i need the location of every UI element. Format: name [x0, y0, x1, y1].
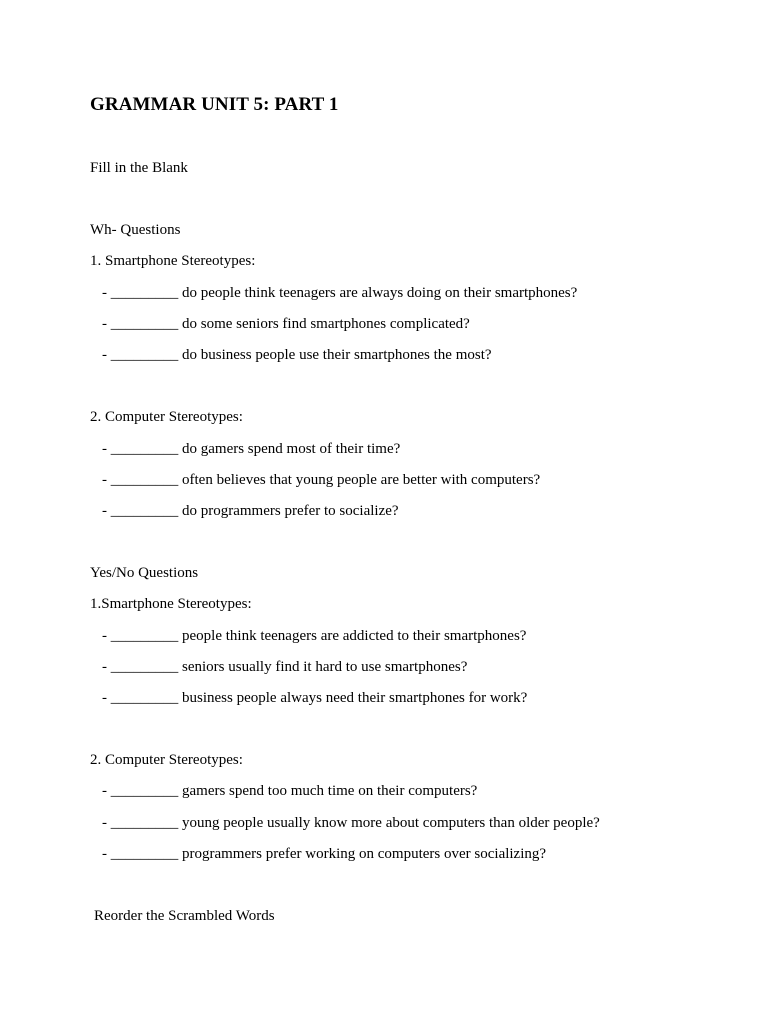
yesno-computer-item-2: - _________ young people usually know more about computers than older people? [102, 815, 600, 831]
wh-smartphone-heading: 1. Smartphone Stereotypes: [90, 253, 256, 269]
section-reorder-scrambled: Reorder the Scrambled Words [94, 908, 275, 924]
wh-questions-heading: Wh- Questions [90, 222, 181, 238]
wh-smartphone-item-2: - _________ do some seniors find smartphones complicated? [102, 316, 470, 332]
wh-smartphone-item-3: - _________ do business people use their smartphones the most? [102, 347, 492, 363]
wh-computer-item-2: - _________ often believes that young people are better with computers? [102, 472, 541, 488]
yesno-computer-item-1: - _________ gamers spend too much time on their computers? [102, 783, 478, 799]
yesno-smartphone-item-3: - _________ business people always need their smartphones for work? [102, 690, 528, 706]
wh-computer-item-3: - _________ do programmers prefer to socialize? [102, 503, 399, 519]
yesno-computer-item-3: - _________ programmers prefer working on computers over socializing? [102, 846, 547, 862]
page-title: GRAMMAR UNIT 5: PART 1 [90, 94, 339, 115]
yesno-questions-heading: Yes/No Questions [90, 565, 199, 581]
wh-computer-heading: 2. Computer Stereotypes: [90, 409, 243, 425]
yesno-smartphone-heading: 1.Smartphone Stereotypes: [90, 596, 252, 612]
wh-computer-item-1: - _________ do gamers spend most of their time? [102, 441, 401, 457]
yesno-smartphone-item-2: - _________ seniors usually find it hard to use smartphones? [102, 659, 468, 675]
section-fill-in-blank: Fill in the Blank [90, 160, 188, 176]
wh-smartphone-item-1: - _________ do people think teenagers are always doing on their smartphones? [102, 285, 578, 301]
yesno-smartphone-item-1: - _________ people think teenagers are addicted to their smartphones? [102, 628, 527, 644]
yesno-computer-heading: 2. Computer Stereotypes: [90, 752, 243, 768]
